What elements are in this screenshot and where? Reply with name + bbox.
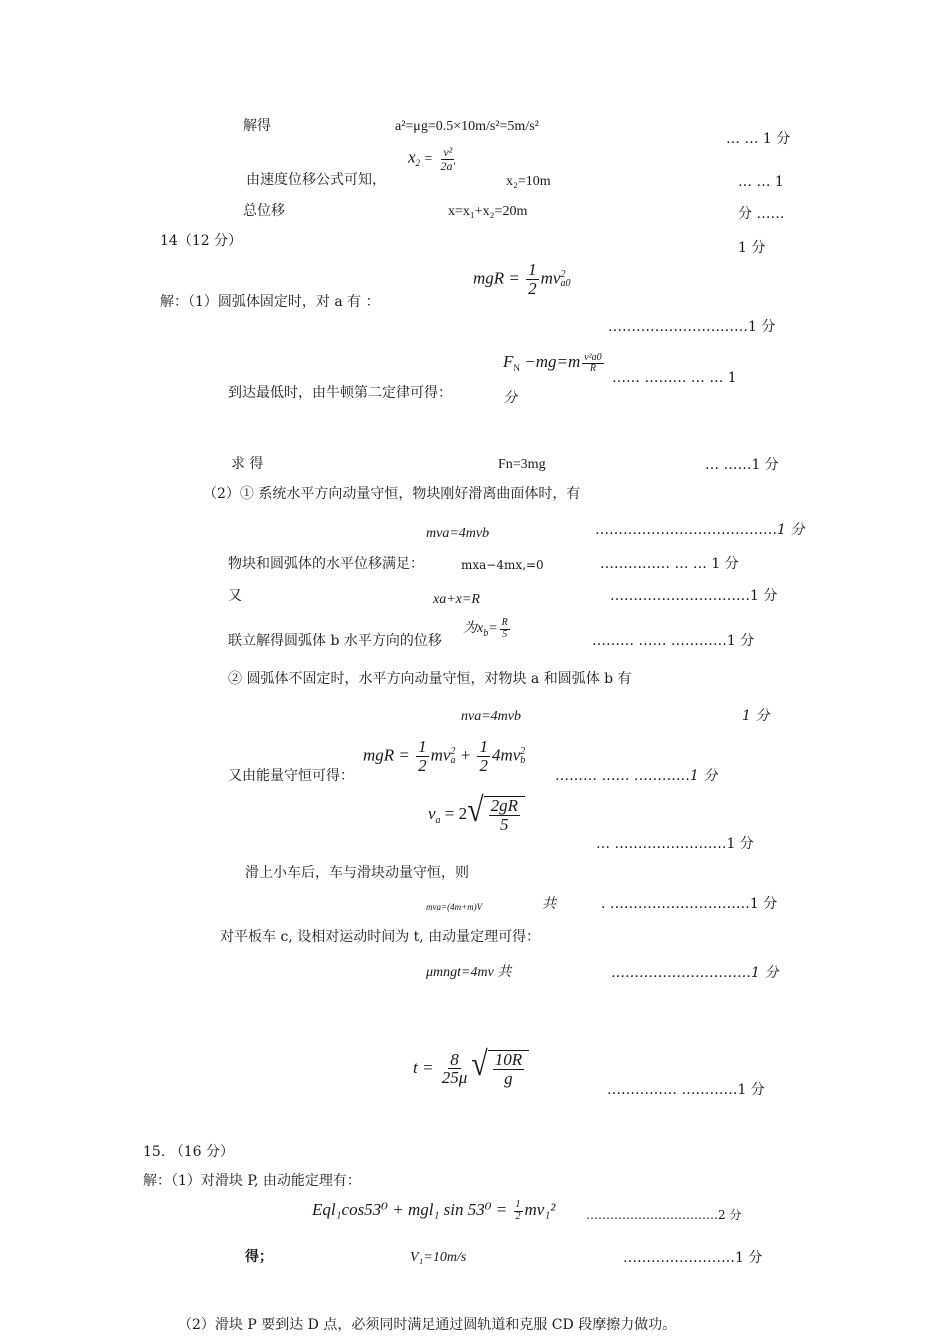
equation-x2-formula (408, 146, 459, 172)
equation-fn: Fn=3mg (498, 457, 546, 472)
eq-v: v (428, 803, 436, 823)
frac1-num: 8 (450, 1049, 459, 1069)
frac2-den: 2 (479, 755, 488, 775)
text-horizontal-displacement: 物块和圆弧体的水平位移满足： (228, 556, 424, 572)
score-6: …… ……… … … 1 (612, 370, 737, 386)
score-8: …………………………………1 分 (595, 522, 805, 538)
eq-sup: 2 (560, 269, 566, 281)
score-19: ……………………1 分 (623, 1250, 763, 1266)
score-3: 分 …… (738, 206, 785, 222)
eq-mid: mv (430, 745, 451, 765)
frac-num: 1 (515, 1199, 521, 1211)
eq-sub: a (435, 815, 441, 827)
score-18: ……………………………2 分 (586, 1208, 742, 1222)
text-not-fixed: ② 圆弧体不固定时，水平方向动量守恒，对物块 a 和圆弧体 b 有 (228, 671, 632, 687)
frac2-den: g (504, 1068, 513, 1088)
text-obtain: 得； (245, 1249, 273, 1265)
score-4: 1 分 (738, 240, 766, 256)
score-6-unit: 分 (503, 390, 517, 406)
equation-momentum-1: mva=4mvb (426, 526, 490, 541)
equation-total-x: x=x₁+x₂=20m (448, 204, 528, 219)
equation-cart-common: 共 (542, 896, 556, 912)
score-13: ……… …… …………1 分 (555, 768, 718, 784)
equation-x2-result: x₂=10m (506, 174, 551, 189)
eq-equals: = (488, 621, 498, 637)
text-solve-1: 解得 (243, 118, 271, 134)
eq-f: F (503, 352, 514, 371)
score-15: . …………………………1 分 (601, 896, 778, 912)
text-on-cart: 滑上小车后，车与滑块动量守恒，则 (245, 865, 469, 881)
score-5: …………………………1 分 (608, 319, 776, 335)
eq-mid: −mg=m (519, 352, 581, 371)
frac-den: 5 (500, 814, 509, 834)
eq-sub: b (483, 628, 489, 640)
eq-lhs: 为x (463, 621, 484, 637)
frac1-den: 2 (418, 755, 427, 775)
frac-den: 5 (502, 628, 508, 640)
equation-v1: V₁=10m/s (410, 1250, 467, 1265)
score-14: … ……………………1 分 (596, 836, 754, 852)
frac1-den: 25μ (441, 1068, 468, 1088)
score-7: … ……1 分 (705, 457, 779, 473)
eq-equals: = (423, 151, 434, 167)
score-11: ……… …… …………1 分 (592, 633, 755, 649)
score-1: … … 1 分 (726, 131, 791, 147)
equation-energy (363, 738, 525, 775)
score-2: … … 1 (738, 174, 784, 190)
eq-x-sub: 2 (415, 158, 421, 169)
equation-va (428, 790, 525, 834)
equation-xb (463, 618, 512, 640)
eq-lhs: Eql₁cos53⁰ + mgl₁ sin 53⁰ = (312, 1200, 508, 1219)
equation-energy-fixed (473, 261, 570, 298)
text-total-displacement: 总位移 (243, 203, 285, 219)
text-lowest-point: 到达最低时，由牛顿第二定律可得： (228, 385, 452, 401)
frac1-num: 1 (418, 737, 427, 756)
frac-den: 2 (528, 278, 537, 298)
sqrt-icon: √ (467, 790, 484, 829)
eq-plus: + (459, 745, 472, 765)
problem-15-title: 15. （16 分） (143, 1144, 234, 1160)
equation-newton (503, 352, 606, 375)
eq-sup2: 2 (520, 746, 526, 758)
score-12: 1 分 (742, 708, 770, 724)
eq-rhs: mv₁² (524, 1200, 556, 1219)
text-energy-conservation: 又由能量守恒可得： (228, 768, 354, 784)
text-solve-xb: 联立解得圆弧体 b 水平方向的位移 (228, 633, 442, 649)
eq-n: N (513, 362, 520, 373)
equation-acceleration: a²=μg=0.5×10m/s²=5m/s² (395, 119, 539, 134)
frac-num: v²a0 (584, 351, 602, 363)
text-part2-reach-d: （2）滑块 P 要到达 D 点，必须同时满足通过圆轨道和克服 CD 段摩擦力做功。 (178, 1317, 677, 1333)
text-part1-slider: 解：（1）对滑块 P, 由动能定理有： (143, 1173, 361, 1189)
eq-sub1: a (450, 755, 456, 767)
frac2-num: 10R (494, 1050, 523, 1069)
frac-num: 2gR (490, 796, 518, 815)
problem-14-title: 14（12 分） (160, 233, 243, 249)
eq-lhs: mgR = (363, 745, 410, 765)
score-17: …………… …………1 分 (607, 1082, 765, 1098)
eq-lhs: t = (413, 1057, 434, 1077)
score-16: …………………………1 分 (611, 965, 779, 981)
frac-den: 2a' (440, 158, 456, 173)
text-part2-momentum: （2）① 系统水平方向动量守恒，物块刚好滑离曲面体时，有 (203, 486, 581, 502)
eq-rhs: mv (540, 268, 561, 288)
equation-momentum-2: nva=4mvb (461, 709, 521, 724)
text-and: 又 (228, 588, 242, 604)
frac-num: R (501, 617, 508, 628)
eq-sup1: 2 (450, 746, 456, 758)
score-10: …………………………1 分 (610, 588, 778, 604)
text-flatbed-cart: 对平板车 c, 设相对运动时间为 t, 由动量定理可得： (220, 929, 541, 945)
text-velocity-displacement: 由速度位移公式可知， (246, 172, 386, 188)
equation-time (413, 1044, 529, 1088)
sqrt-icon: √ (471, 1044, 488, 1083)
eq-end: 4mv (491, 745, 521, 765)
eq-lhs: mgR = (473, 268, 520, 288)
frac-num: v² (443, 145, 453, 159)
frac-num: 1 (528, 260, 537, 279)
eq-x-symbol: x (408, 147, 416, 167)
eq-sub2: b (520, 755, 526, 767)
equation-sum-r: xa+x=R (433, 592, 480, 607)
equation-cart-momentum: mva=(4m+m)V (426, 902, 483, 912)
frac-den: 2 (515, 1210, 521, 1222)
frac2-num: 1 (479, 737, 488, 756)
equation-impulse: μmngt=4mv 共 (426, 965, 512, 980)
text-part1-fixed: 解：（1）圆弧体固定时，对 a 有 ： (160, 294, 380, 310)
equation-kinetic-energy (312, 1200, 555, 1222)
frac-den: R (589, 363, 596, 375)
eq-mid: = 2 (440, 803, 468, 823)
eq-sub: a0 (560, 278, 571, 290)
text-find: 求 得 (231, 456, 264, 472)
score-9: …………… … … 1 分 (600, 556, 739, 572)
equation-displacement: mxa−4mx,=0 (461, 558, 544, 572)
